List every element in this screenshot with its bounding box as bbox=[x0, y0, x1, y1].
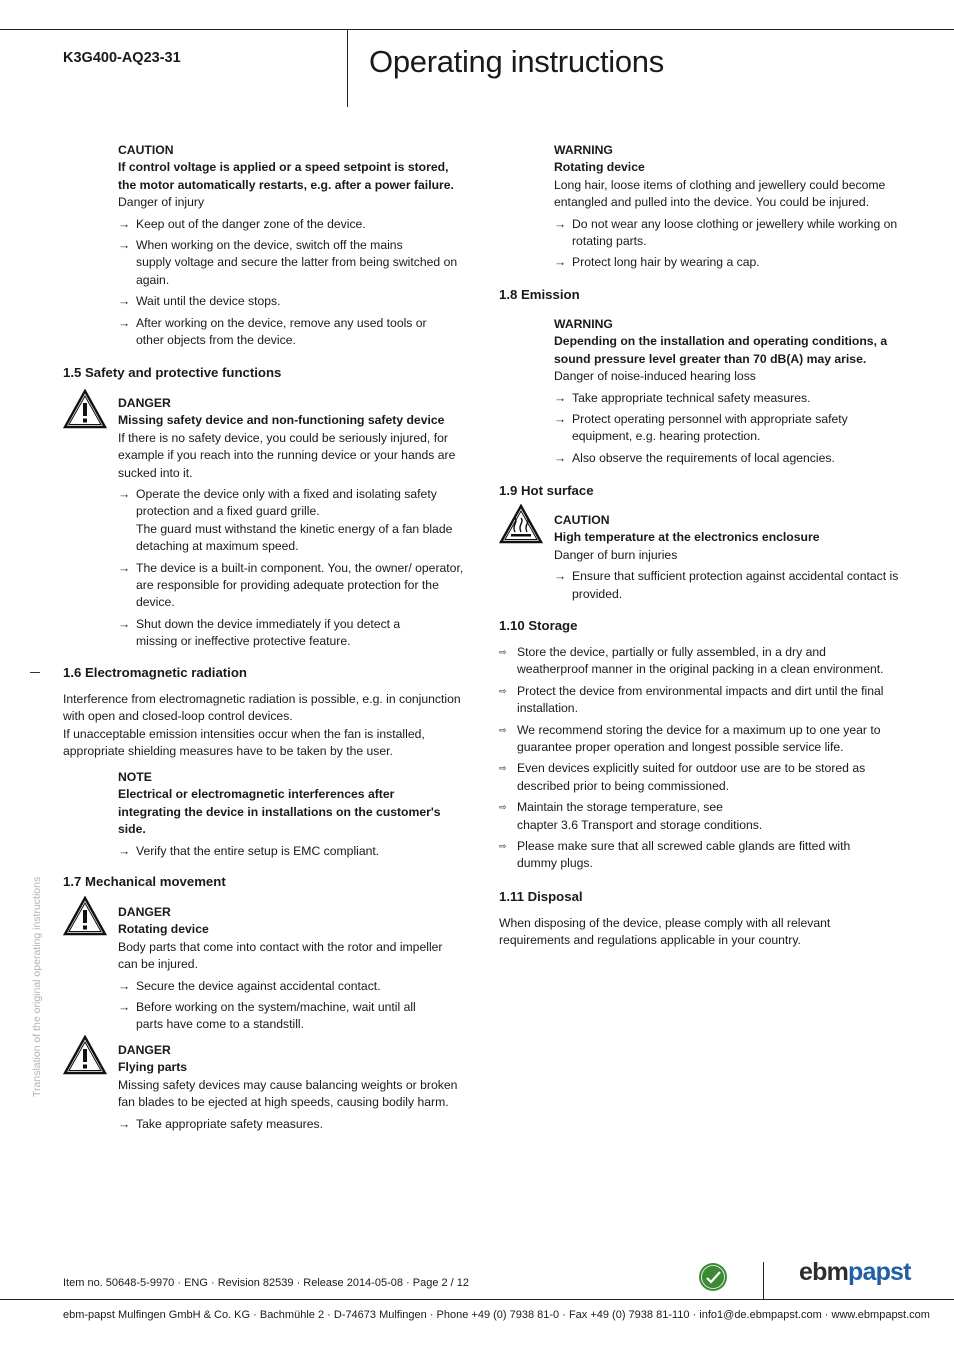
caution-restart-block bbox=[118, 142, 463, 349]
arrow-icon: → bbox=[554, 390, 567, 405]
arrow-icon: → bbox=[118, 1000, 131, 1015]
footer-item-info: Item no. 50648-5-9970 · ENG · Revision 82539 · Release 2014-05-08 · Page 2 / 12 bbox=[63, 1277, 470, 1289]
section-heading-1-5: 1.5 Safety and protective functions bbox=[63, 365, 282, 380]
arrow-icon: → bbox=[118, 978, 131, 993]
warning-emission-block bbox=[554, 316, 899, 467]
signal-word: WARNING bbox=[554, 317, 613, 331]
page-title: Operating instructions bbox=[369, 44, 664, 79]
signal-word: NOTE bbox=[118, 770, 152, 784]
signal-word: DANGER bbox=[118, 905, 171, 919]
note-emc-block bbox=[118, 769, 448, 860]
list-item: → Verify that the entire setup is EMC compliant. bbox=[118, 843, 448, 860]
warning-triangle-icon bbox=[63, 896, 107, 936]
list-item: ⇨ Please make sure that all screwed cable glands are fitted with dummy plugs. bbox=[499, 839, 851, 871]
storage-list bbox=[499, 644, 884, 873]
bullet-arrow-icon: ⇨ bbox=[499, 685, 507, 696]
bullet-arrow-icon: ⇨ bbox=[499, 802, 507, 813]
arrow-icon: → bbox=[118, 487, 131, 502]
warning-triangle-icon bbox=[63, 1035, 107, 1075]
warning-rotating-block bbox=[554, 142, 899, 272]
danger-safety-block bbox=[118, 395, 466, 651]
warning-triangle-icon bbox=[63, 389, 107, 429]
body-text: If unacceptable emission intensities occur when the fan is installed, appropriate shielding measures have to be taken by the user. bbox=[63, 726, 425, 759]
arrow-icon: → bbox=[554, 216, 567, 231]
translation-note: Translation of the original operating instructions bbox=[31, 876, 43, 1097]
bullet-arrow-icon: ⇨ bbox=[499, 763, 507, 774]
section-heading-1-8: 1.8 Emission bbox=[499, 287, 580, 302]
hazard-consequence: If there is no safety device, you could be seriously injured, for example if you reach into the running device or your hands are sucked into it. bbox=[118, 430, 456, 480]
arrow-icon: → bbox=[118, 1116, 131, 1131]
section-heading-1-6: 1.6 Electromagnetic radiation bbox=[63, 665, 247, 680]
section-heading-1-11: 1.11 Disposal bbox=[499, 889, 583, 904]
list-item: → The device is a built-in component. You, the owner/ operator, are responsible for providing adequate protection for the device. bbox=[118, 560, 464, 610]
bullet-arrow-icon: ⇨ bbox=[499, 724, 507, 735]
list-item: → Secure the device against accidental contact. bbox=[118, 978, 463, 995]
list-item: → Protect operating personnel with appropriate safety equipment, e.g. hearing protection. bbox=[554, 412, 848, 444]
list-item: → Do not wear any loose clothing or jewellery while working on rotating parts. bbox=[554, 216, 898, 249]
emc-paragraph bbox=[63, 691, 463, 761]
green-tech-badge-icon bbox=[698, 1262, 728, 1292]
hazard-title: Missing safety device and non-functioning safety device bbox=[118, 413, 445, 428]
arrow-icon: → bbox=[118, 843, 131, 858]
header-divider bbox=[347, 29, 348, 107]
list-item: → Protect long hair by wearing a cap. bbox=[554, 254, 899, 271]
arrow-icon: → bbox=[118, 616, 131, 631]
signal-word: DANGER bbox=[118, 396, 171, 410]
arrow-icon: → bbox=[554, 569, 567, 584]
body-text: Interference from electromagnetic radiation is possible, e.g. in conjunction with open and closed-loop control devices. bbox=[63, 692, 461, 724]
section-heading-1-9: 1.9 Hot surface bbox=[499, 483, 594, 498]
list-item: ⇨ Store the device, partially or fully assembled, in a dry and weatherproof manner in the original packing in a clean environment. bbox=[499, 645, 884, 677]
bullet-arrow-icon: ⇨ bbox=[499, 841, 507, 852]
list-item: → Shut down the device immediately if you detect a missing or ineffective protective feature. bbox=[118, 616, 401, 649]
hazard-title: Flying parts bbox=[118, 1060, 188, 1075]
list-item: → Before working on the system/machine, wait until all parts have come to a standstill. bbox=[118, 1000, 416, 1032]
hazard-title: Rotating device bbox=[554, 160, 645, 175]
arrow-icon: → bbox=[118, 294, 131, 309]
arrow-icon: → bbox=[118, 238, 131, 253]
hazard-consequence: Danger of burn injuries bbox=[554, 547, 678, 562]
model-number: K3G400-AQ23-31 bbox=[63, 50, 181, 66]
footer-company-info: ebm-papst Mulfingen GmbH & Co. KG · Bachmühle 2 · D-74673 Mulfingen · Phone +49 (0) 7938 81-0 · Fax +49 (0) 7938 81-110 · info1@de.ebmpapst.com · www.ebmpapst.com bbox=[63, 1309, 930, 1321]
list-item: → Take appropriate technical safety measures. bbox=[554, 390, 899, 407]
hazard-consequence: Danger of noise-induced hearing loss bbox=[554, 369, 756, 384]
section-heading-1-7: 1.7 Mechanical movement bbox=[63, 874, 226, 889]
section-heading-1-10: 1.10 Storage bbox=[499, 618, 578, 633]
arrow-icon: → bbox=[118, 560, 131, 575]
hazard-consequence: Danger of injury bbox=[118, 195, 205, 210]
danger-flying-block bbox=[118, 1042, 463, 1133]
hazard-title: High temperature at the electronics enclosure bbox=[554, 530, 820, 545]
list-item: → Also observe the requirements of local agencies. bbox=[554, 450, 899, 467]
list-item: → Keep out of the danger zone of the device. bbox=[118, 216, 463, 233]
caution-hot-block bbox=[554, 512, 899, 603]
list-item: ⇨ Maintain the storage temperature, see chapter 3.6 Transport and storage conditions. bbox=[499, 800, 763, 832]
disposal-text: When disposing of the device, please comply with all relevant requirements and regulations applicable in your country. bbox=[499, 916, 831, 948]
hazard-consequence: Long hair, loose items of clothing and jewellery could become entangled and pulled into the device. You could be injured. bbox=[554, 177, 886, 210]
bullet-arrow-icon: ⇨ bbox=[499, 647, 507, 657]
list-item: ⇨ Even devices explicitly suited for outdoor use are to be stored as described prior to being commissioned. bbox=[499, 761, 866, 793]
arrow-icon: → bbox=[118, 315, 131, 330]
footer-logo-divider bbox=[763, 1262, 764, 1299]
list-item: ⇨ We recommend storing the device for a maximum up to one year to guarantee proper operation and longest possible service life. bbox=[499, 722, 881, 755]
signal-word: CAUTION bbox=[554, 513, 610, 527]
arrow-icon: → bbox=[554, 255, 567, 270]
footer-rule bbox=[0, 1299, 954, 1300]
signal-word: CAUTION bbox=[118, 143, 174, 157]
hot-surface-icon bbox=[499, 504, 543, 544]
list-item: → Ensure that sufficient protection against accidental contact is provided. bbox=[554, 569, 899, 601]
danger-rotating-block bbox=[118, 904, 463, 1034]
ebmpapst-logo: ebmpapst bbox=[799, 1258, 911, 1286]
list-item: → Operate the device only with a fixed and isolating safety protection and a fixed guard grille. The guard must withstand the kinetic energy of a fan blade detaching at maximum speed. bbox=[118, 487, 453, 554]
list-item: → Take appropriate safety measures. bbox=[118, 1116, 463, 1133]
hazard-title: Rotating device bbox=[118, 922, 209, 937]
hazard-title: If control voltage is applied or a speed setpoint is stored, the motor automatically restarts, e.g. after a power failure. bbox=[118, 160, 454, 192]
signal-word: DANGER bbox=[118, 1043, 171, 1057]
list-item: ⇨ Protect the device from environmental impacts and dirt until the final installation. bbox=[499, 683, 884, 716]
signal-word: WARNING bbox=[554, 143, 613, 157]
list-item: → Wait until the device stops. bbox=[118, 293, 463, 310]
margin-mark bbox=[30, 672, 40, 673]
arrow-icon: → bbox=[554, 450, 567, 465]
hazard-title: Depending on the installation and operating conditions, a sound pressure level greater than 70 dB(A) may arise. bbox=[554, 334, 888, 366]
list-item: → After working on the device, remove any used tools or other objects from the device. bbox=[118, 315, 427, 348]
header-top-rule bbox=[0, 29, 954, 30]
hazard-title: Electrical or electromagnetic interferences after integrating the device in installations on the customer's side. bbox=[118, 787, 441, 837]
arrow-icon: → bbox=[554, 412, 567, 427]
hazard-consequence: Body parts that come into contact with the rotor and impeller can be injured. bbox=[118, 939, 443, 972]
hazard-consequence: Missing safety devices may cause balancing weights or broken fan blades to be ejected at high speeds, causing bodily harm. bbox=[118, 1077, 458, 1110]
list-item: → When working on the device, switch off the mains supply voltage and secure the latter from being switched on again. bbox=[118, 238, 458, 287]
arrow-icon: → bbox=[118, 216, 131, 231]
